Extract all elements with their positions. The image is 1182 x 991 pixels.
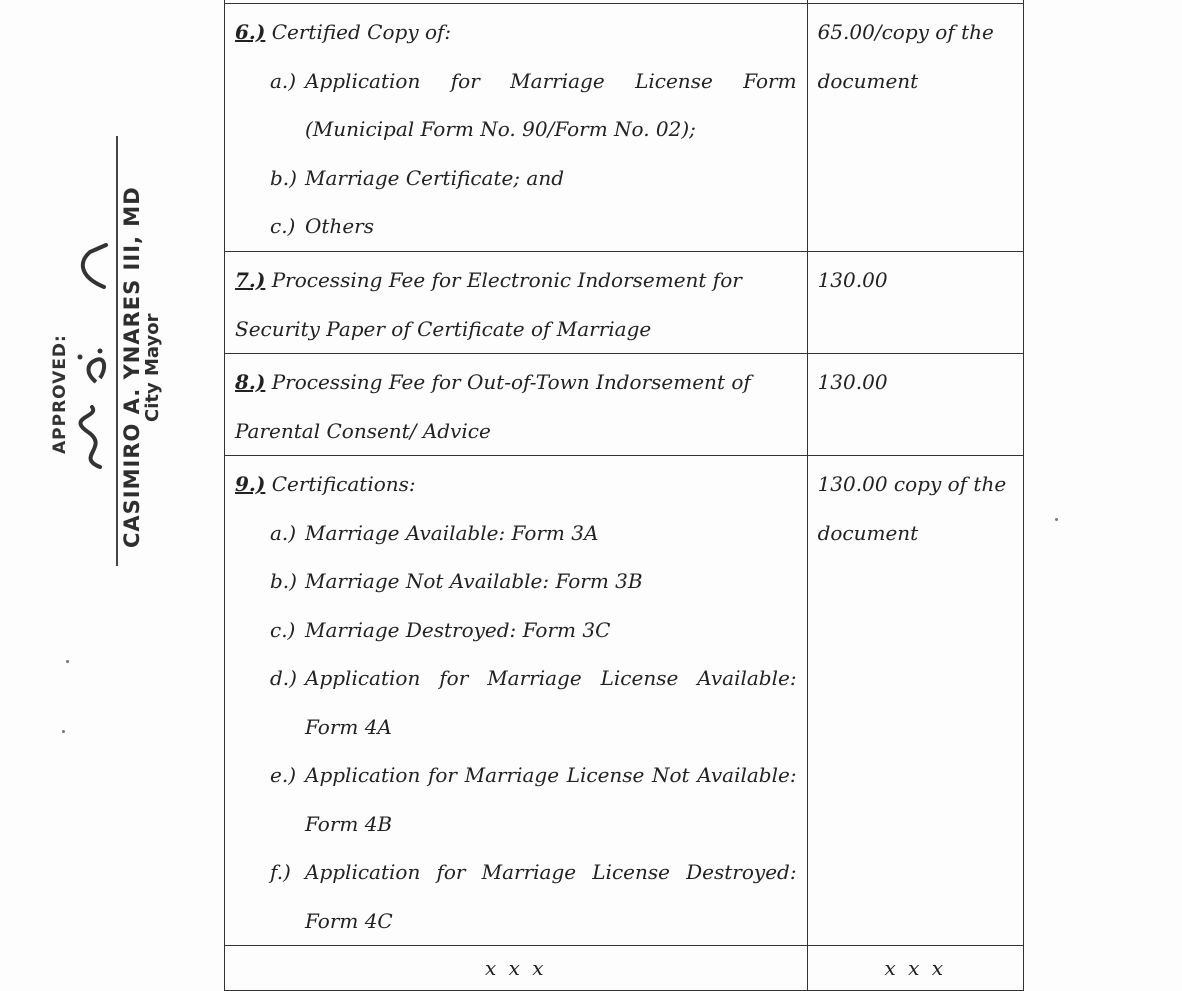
table-row	[225, 4, 1024, 252]
sub-item	[235, 654, 797, 751]
scan-speck	[66, 660, 69, 663]
sub-item	[235, 57, 797, 154]
sub-letter: c.)	[270, 617, 296, 642]
sub-item	[235, 606, 797, 655]
continuation-desc: x x x	[225, 946, 808, 991]
sub-item	[235, 751, 797, 848]
sub-letter: a.)	[270, 68, 297, 93]
item-number: 6.)	[235, 20, 266, 44]
sub-letter: c.)	[270, 214, 296, 238]
item-heading: Certified Copy of:	[271, 20, 452, 44]
sub-text: Marriage Not Available: Form 3B	[305, 569, 643, 593]
sub-letter: e.)	[270, 763, 296, 787]
approval-block	[50, 132, 163, 572]
sub-text: Application for Marriage License Not Available: Form 4B	[305, 763, 797, 836]
sub-text: Others	[305, 214, 374, 238]
item-number: 9.)	[235, 472, 266, 496]
mayor-name: CASIMIRO A. YNARES III, MD	[120, 186, 144, 548]
table-row	[225, 354, 1024, 456]
row-fee: 130.00 copy of the document	[807, 456, 1023, 946]
table-row	[225, 456, 1024, 946]
sub-text: Application for Marriage License Destroyed: Form 4C	[305, 860, 797, 933]
row-description	[225, 456, 808, 946]
row-fee: 130.00	[807, 354, 1023, 456]
signature-line	[116, 136, 118, 566]
sub-item	[235, 202, 797, 251]
sub-letter: d.)	[270, 666, 297, 690]
row-description	[225, 354, 808, 456]
scan-speck	[62, 730, 65, 733]
scan-speck	[1055, 518, 1058, 521]
mayor-title	[142, 314, 163, 422]
continuation-fee: x x x	[807, 946, 1023, 991]
sub-text: Marriage Available: Form 3A	[305, 520, 599, 545]
mayor-title-text: City Mayor	[142, 313, 163, 422]
sub-letter: f.)	[270, 860, 291, 884]
sub-letter: a.)	[270, 520, 297, 545]
sub-item	[235, 154, 797, 203]
item-heading: Certifications:	[271, 472, 416, 496]
sub-item	[235, 509, 797, 558]
item-number: 7.)	[235, 268, 266, 292]
fee-table	[224, 0, 1024, 991]
sub-item	[235, 848, 797, 945]
signature-mark	[70, 237, 114, 477]
row-fee: 65.00/copy of the document	[807, 4, 1023, 252]
sub-text: Application for Marriage License Available: Form 4A	[305, 666, 797, 739]
row-description	[225, 252, 808, 354]
sub-text: Marriage Certificate; and	[305, 165, 565, 190]
sub-text: Marriage Destroyed: Form 3C	[305, 617, 611, 642]
table-row-continuation	[225, 946, 1024, 991]
sub-letter: b.)	[270, 165, 297, 190]
item-number: 8.)	[235, 370, 266, 394]
row-description	[225, 4, 808, 252]
item-heading: Processing Fee for Out-of-Town Indorsement of Parental Consent/ Advice	[235, 370, 751, 443]
sub-text: Application for Marriage License Form (Municipal Form No. 90/Form No. 02);	[305, 68, 797, 141]
row-fee: 130.00	[807, 252, 1023, 354]
sub-letter: b.)	[270, 569, 297, 593]
approved-label: APPROVED:	[50, 334, 70, 454]
item-heading: Processing Fee for Electronic Indorsement for Security Paper of Certificate of Marriage	[235, 268, 742, 341]
sub-item	[235, 557, 797, 606]
table-row	[225, 252, 1024, 354]
